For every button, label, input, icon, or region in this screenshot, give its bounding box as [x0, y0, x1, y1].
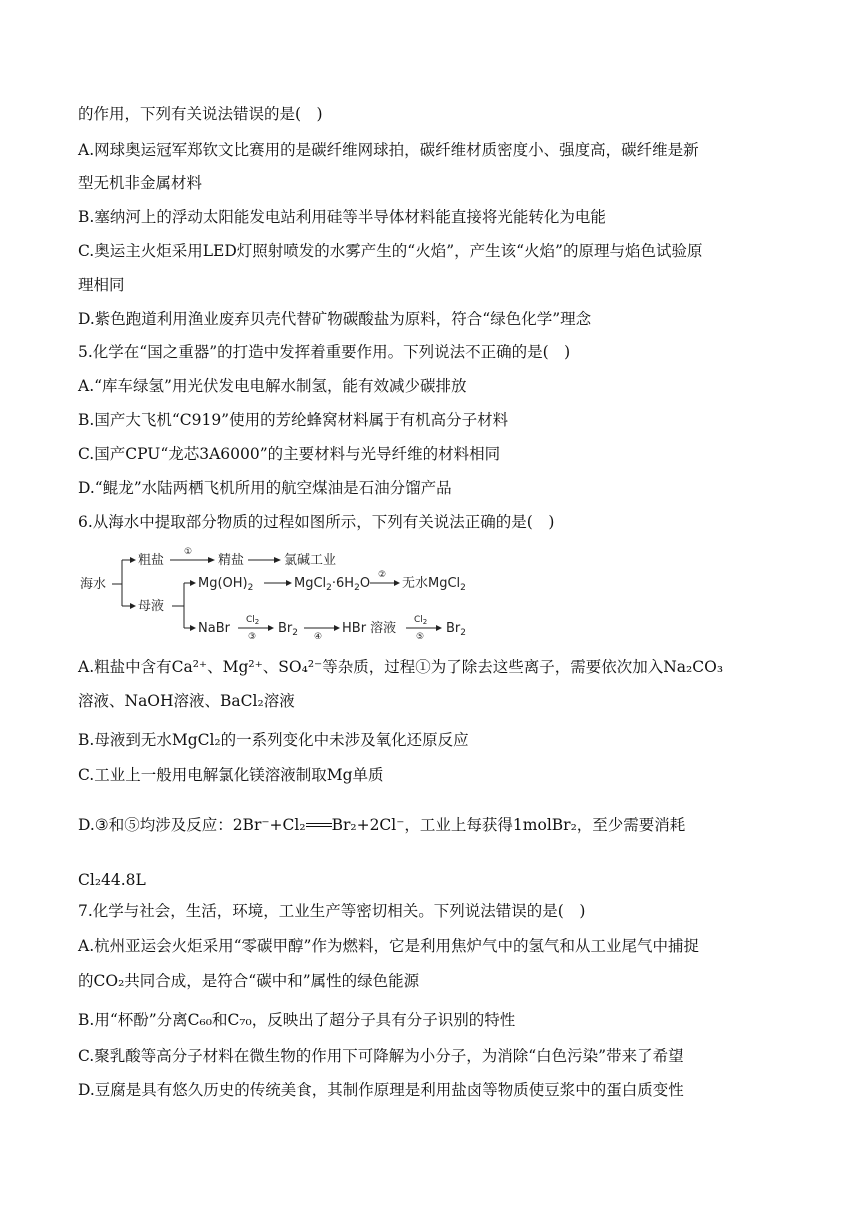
q7-option-d: D.豆腐是具有悠久历史的传统美食，其制作原理是利用盐卤等物质使豆浆中的蛋白质变性	[78, 1081, 684, 1099]
q6-option-a: A.粗盐中含有Ca²⁺、Mg²⁺、SO₄²⁻等杂质，过程①为了除去这些离子，需要依次加入Na₂CO₃	[78, 658, 724, 676]
q6-option-d	[78, 814, 794, 836]
q4-option-a: A.网球奥运冠军郑钦文比赛用的是碳纤维网球拍，碳纤维材质密度小、强度高，碳纤维是新	[78, 141, 699, 159]
q4-option-b: B.塞纳河上的浮动太阳能发电站利用硅等半导体材料能直接将光能转化为电能	[78, 208, 606, 226]
q5-option-d: D.“鲲龙”水陆两栖飞机所用的航空煤油是石油分馏产品	[78, 479, 452, 497]
q4-option-c-cont: 理相同	[78, 276, 125, 294]
flow-step-1: ①	[184, 547, 193, 557]
flow-nabr: NaBr	[198, 621, 230, 636]
q5-option-b: B.国产大飞机“C919”使用的芳纶蜂窝材料属于有机高分子材料	[78, 411, 509, 429]
flow-step-5: ⑤	[416, 632, 425, 640]
flow-step-3: ③	[248, 632, 257, 640]
flow-mother-liquor: 母液	[138, 599, 165, 614]
q7-option-b: B.用“杯酚”分离C₆₀和C₇₀，反映出了超分子具有分子识别的特性	[78, 1011, 516, 1029]
seawater-process-diagram	[78, 540, 498, 640]
flow-hbr-solution: HBr 溶液	[342, 621, 397, 636]
q6-option-d-cont: Cl₂44.8L	[78, 871, 146, 889]
q6-option-c: C.工业上一般用电解氯化镁溶液制取Mg单质	[78, 766, 384, 784]
flow-anhydrous-mgcl2: 无水MgCl$_2$	[402, 576, 466, 593]
q6-option-a-cont: 溶液、NaOH溶液、BaCl₂溶液	[78, 692, 295, 710]
q6-option-b: B.母液到无水MgCl₂的一系列变化中未涉及氧化还原反应	[78, 731, 469, 749]
q7-option-a: A.杭州亚运会火炬采用“零碳甲醇”作为燃料，它是利用焦炉气中的氢气和从工业尾气中捕捉	[78, 937, 699, 955]
q4-option-c: C.奥运主火炬采用LED灯照射喷发的水雾产生的“火焰”，产生该“火焰”的原理与焰色试验原	[78, 242, 703, 260]
flow-mgcl2-hydrate: $MgCl_2\cdot 6H_2O$	[294, 576, 371, 593]
flow-cl2-label-1: $Cl_2$	[246, 615, 260, 626]
q5-option-a: A.“库车绿氢”用光伏发电电解水制氢，能有效减少碳排放	[78, 377, 467, 395]
flow-refined-salt: 精盐	[218, 553, 245, 568]
q6-option-d-right: Br₂+2Cl⁻，工业上每获得1molBr₂，至少需要消耗	[331, 816, 686, 834]
question-6-stem: 6.从海水中提取部分物质的过程如图所示，下列有关说法正确的是( )	[78, 513, 555, 531]
q5-option-c: C.国产CPU“龙芯3A6000”的主要材料与光导纤维的材料相同	[78, 445, 501, 463]
q7-option-c: C.聚乳酸等高分子材料在微生物的作用下可降解为小分子，为消除“白色污染”带来了希望	[78, 1047, 684, 1065]
q4-option-a-cont: 型无机非金属材料	[78, 174, 203, 192]
flow-chlor-alkali: 氯碱工业	[284, 553, 337, 568]
q7-option-a-cont: 的CO₂共同合成，是符合“碳中和”属性的绿色能源	[78, 972, 420, 990]
q6-option-d-left: D.③和⑤均涉及反应：2Br⁻+Cl₂	[78, 816, 306, 834]
equals-sign	[306, 823, 332, 829]
flow-cl2-label-2: $Cl_2$	[414, 615, 428, 626]
flow-seawater: 海水	[80, 577, 107, 592]
flow-br2-1: $Br_2$	[278, 621, 298, 638]
flow-step-2: ②	[378, 570, 387, 580]
flow-step-4: ④	[314, 632, 323, 640]
q4-option-d: D.紫色跑道利用渔业废弃贝壳代替矿物碳酸盐为原料，符合“绿色化学”理念	[78, 310, 592, 328]
question-5-stem: 5.化学在“国之重器”的打造中发挥着重要作用。下列说法不正确的是( )	[78, 343, 571, 361]
flow-br2-2: $Br_2$	[446, 621, 466, 638]
question-4-stem-tail: 的作用，下列有关说法错误的是( )	[78, 105, 323, 123]
question-7-stem: 7.化学与社会，生活，环境，工业生产等密切相关。下列说法错误的是( )	[78, 902, 586, 920]
flow-mgoh2: $Mg(OH)_2$	[198, 576, 254, 593]
flow-crude-salt: 粗盐	[138, 553, 165, 568]
